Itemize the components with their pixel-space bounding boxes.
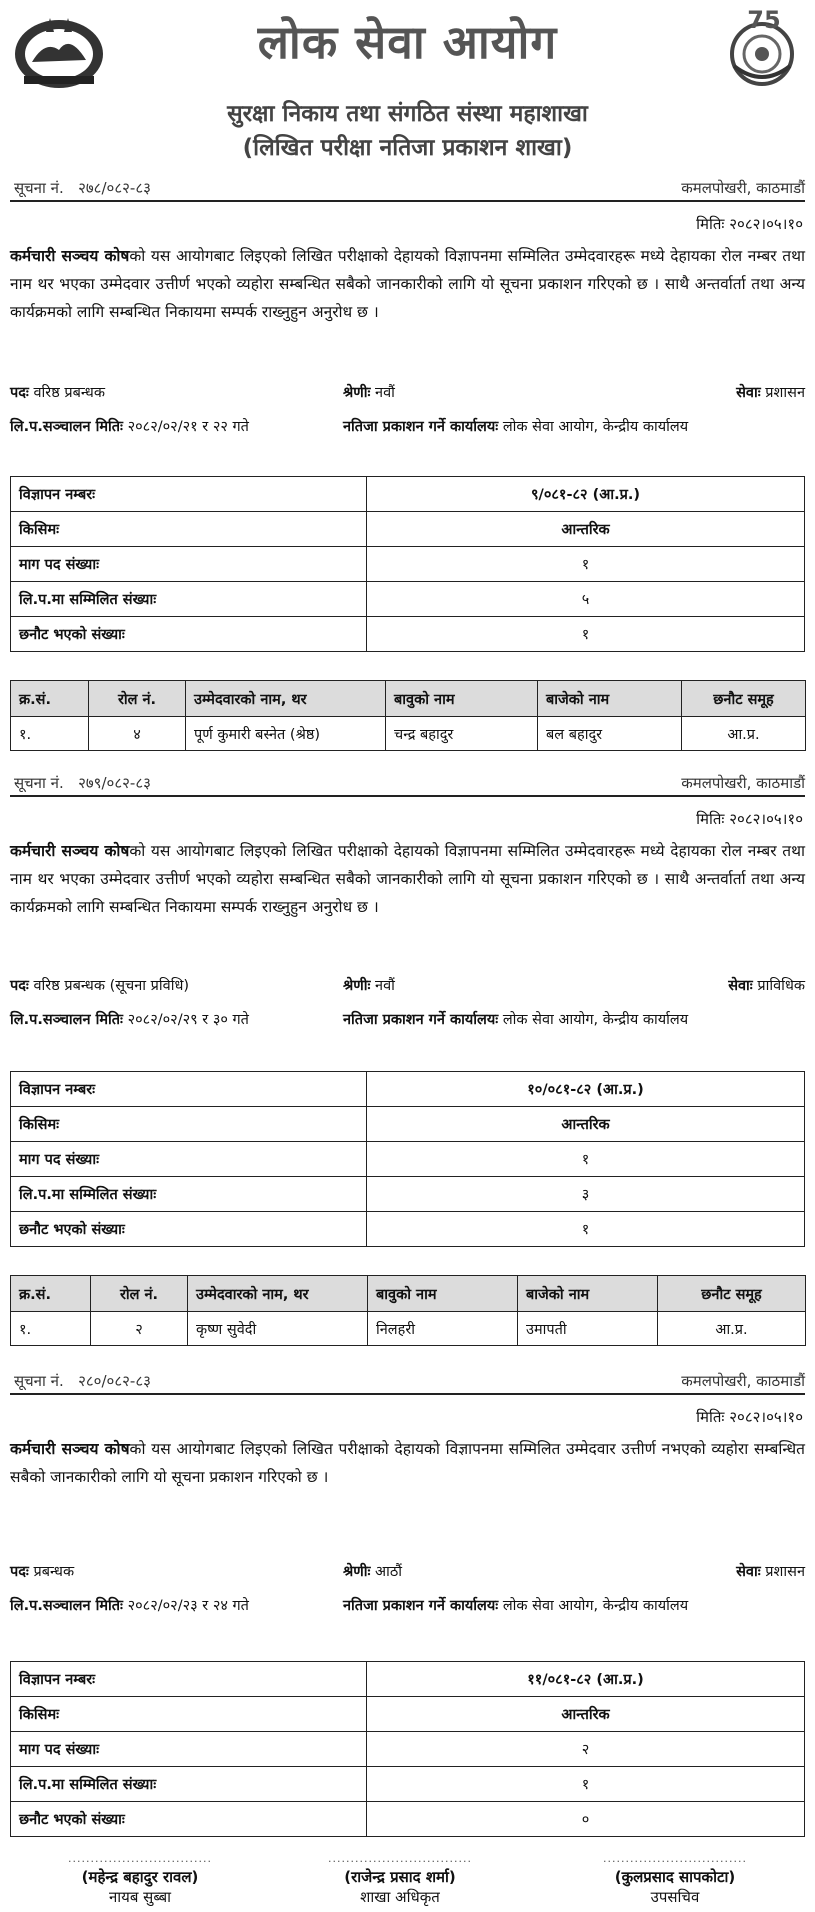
table-row: किसिमः आन्तरिक (11, 1107, 805, 1142)
page-title: लोक सेवा आयोग (257, 15, 558, 69)
signature-2 (300, 1852, 500, 1907)
table-row: माग पद संख्याः २ (11, 1732, 805, 1767)
notice-location: कमलपोखरी, काठमाडौं (681, 1372, 805, 1390)
advertisement-info-table (10, 1071, 805, 1247)
table-row: विज्ञापन नम्बरः १०/०८१-८२ (आ.प्र.) (11, 1072, 805, 1107)
table-row: माग पद संख्याः १ (11, 547, 805, 582)
table-row: लि.प.मा सम्मिलित संख्याः ३ (11, 1177, 805, 1212)
table-row: छनौट भएको संख्याः ० (11, 1802, 805, 1837)
meta-row-1: पदः वरिष्ठ प्रबन्धक श्रेणीः नवौं सेवाः प्रशासन (10, 385, 805, 401)
notice-number: सूचना नं. २७९/०८२-८३ (14, 774, 151, 792)
table-row: किसिमः आन्तरिक (11, 512, 805, 547)
notice-date: मितिः २०८२।०५।१० (696, 215, 803, 233)
signature-line: ................................ (328, 1852, 472, 1865)
meta-row-2: लि.प.सञ्चालन मितिः २०८२/०२/२९ र ३० गते नतिजा प्रकाशन गर्ने कार्यालयः लोक सेवा आयोग, केन्द्रीय कार्यालय (10, 1012, 689, 1028)
signature-3 (575, 1852, 775, 1907)
section-name: (लिखित परीक्षा नतिजा प्रकाशन शाखा) (242, 135, 573, 161)
table-row: माग पद संख्याः १ (11, 1142, 805, 1177)
notice-body: कर्मचारी सञ्चय कोषको यस आयोगबाट लिइएको लिखित परीक्षाको देहायको विज्ञापनमा सम्मिलित उम्मेदवारहरू मध्ये देहायका रोल नम्बर तथा नाम थर भएका उम्मेदवार उत्तीर्ण भएको व्यहोरा सम्बन्धित सबैको जानकारीको लागि यो सूचना प्रकाशन गरिएको छ । साथै अन्तर्वार्ता तथा अन्य कार्यक्रमको लागि सम्बन्धित निकायमा सम्पर्क राख्नुहुन अनुरोध छ । (10, 842, 805, 916)
signatory-name: (राजेन्द्र प्रसाद शर्मा) (344, 1868, 456, 1886)
meta-row-2: लि.प.सञ्चालन मितिः २०८२/०२/२१ र २२ गते नतिजा प्रकाशन गर्ने कार्यालयः लोक सेवा आयोग, केन्द्रीय कार्यालय (10, 419, 689, 435)
meta-row-1: पदः प्रबन्धक श्रेणीः आठौं सेवाः प्रशासन (10, 1564, 805, 1580)
signatory-name: (महेन्द्र बहादुर रावल) (81, 1868, 199, 1886)
table-row: छनौट भएको संख्याः १ (11, 1212, 805, 1247)
notice-header (10, 767, 805, 797)
meta-row-1: पदः वरिष्ठ प्रबन्धक (सूचना प्रविधि) श्रेणीः नवौं सेवाः प्राविधिक (10, 978, 805, 994)
table-row: विज्ञापन नम्बरः ११/०८१-८२ (आ.प्र.) (11, 1662, 805, 1697)
notice-2 (0, 767, 815, 1362)
notice-header (10, 172, 805, 202)
signature-block (0, 1852, 815, 1912)
notice-1 (0, 172, 815, 787)
notice-body: कर्मचारी सञ्चय कोषको यस आयोगबाट लिइएको लिखित परीक्षाको देहायको विज्ञापनमा सम्मिलित उम्मेदवार उत्तीर्ण नभएको व्यहोरा सम्बन्धित सबैको जानकारीको लागि यो सूचना प्रकाशन गरिएको छ । (10, 1440, 805, 1486)
table-row: १. २ कृष्ण सुवेदी निलहरी उमापती आ.प्र. (11, 1312, 806, 1346)
table-row: लि.प.मा सम्मिलित संख्याः १ (11, 1767, 805, 1802)
notice-number: सूचना नं. २७८/०८२-८३ (14, 179, 151, 197)
notice-number: सूचना नं. २८०/०८२-८३ (14, 1372, 151, 1390)
signature-1 (40, 1852, 240, 1907)
anniversary-75-logo (718, 4, 806, 88)
notice-location: कमलपोखरी, काठमाडौं (681, 179, 805, 197)
results-table (10, 1275, 806, 1346)
anniversary-75-text: 75 (747, 6, 781, 34)
signatory-title: नायब सुब्बा (108, 1888, 172, 1906)
signatory-name: (कुलप्रसाद सापकोटा) (614, 1868, 736, 1886)
table-row: लि.प.मा सम्मिलित संख्याः ५ (11, 582, 805, 617)
notice-header (10, 1365, 805, 1395)
notice-date: मितिः २०८२।०५।१० (696, 1408, 803, 1426)
table-row: किसिमः आन्तरिक (11, 1697, 805, 1732)
advertisement-info-table (10, 476, 805, 652)
division-name: सुरक्षा निकाय तथा संगठित संस्था महाशाखा (227, 101, 588, 127)
table-row: छनौट भएको संख्याः १ (11, 617, 805, 652)
table-row: विज्ञापन नम्बरः ९/०८१-८२ (आ.प्र.) (11, 477, 805, 512)
signatory-title: उपसचिव (650, 1888, 700, 1906)
notice-location: कमलपोखरी, काठमाडौं (681, 774, 805, 792)
advertisement-info-table (10, 1661, 805, 1837)
table-row: १. ४ पूर्ण कुमारी बस्नेत (श्रेष्ठ) चन्द्र बहादुर बल बहादुर आ.प्र. (11, 717, 806, 751)
table-header-row: क्र.सं. रोल नं. उम्मेदवारको नाम, थर बावुको नाम बाजेको नाम छनौट समूह (11, 1276, 806, 1312)
notice-date: मितिः २०८२।०५।१० (696, 810, 803, 828)
meta-row-2: लि.प.सञ्चालन मितिः २०८२/०२/२३ र २४ गते नतिजा प्रकाशन गर्ने कार्यालयः लोक सेवा आयोग, केन्द्रीय कार्यालय (10, 1598, 689, 1614)
results-table (10, 680, 806, 751)
signature-line: ................................ (68, 1852, 212, 1865)
signatory-title: शाखा अधिकृत (360, 1888, 440, 1906)
signature-line: ................................ (603, 1852, 747, 1865)
page-header (0, 0, 815, 160)
notice-3 (0, 1365, 815, 1845)
notice-body: कर्मचारी सञ्चय कोषको यस आयोगबाट लिइएको लिखित परीक्षाको देहायको विज्ञापनमा सम्मिलित उम्मेदवारहरू मध्ये देहायका रोल नम्बर तथा नाम थर भएका उम्मेदवार उत्तीर्ण भएको व्यहोरा सम्बन्धित सबैको जानकारीको लागि यो सूचना प्रकाशन गरिएको छ । साथै अन्तर्वार्ता तथा अन्य कार्यक्रमको लागि सम्बन्धित निकायमा सम्पर्क राख्नुहुन अनुरोध छ । (10, 247, 805, 321)
table-header-row: क्र.सं. रोल नं. उम्मेदवारको नाम, थर बावुको नाम बाजेको नाम छनौट समूह (11, 681, 806, 717)
